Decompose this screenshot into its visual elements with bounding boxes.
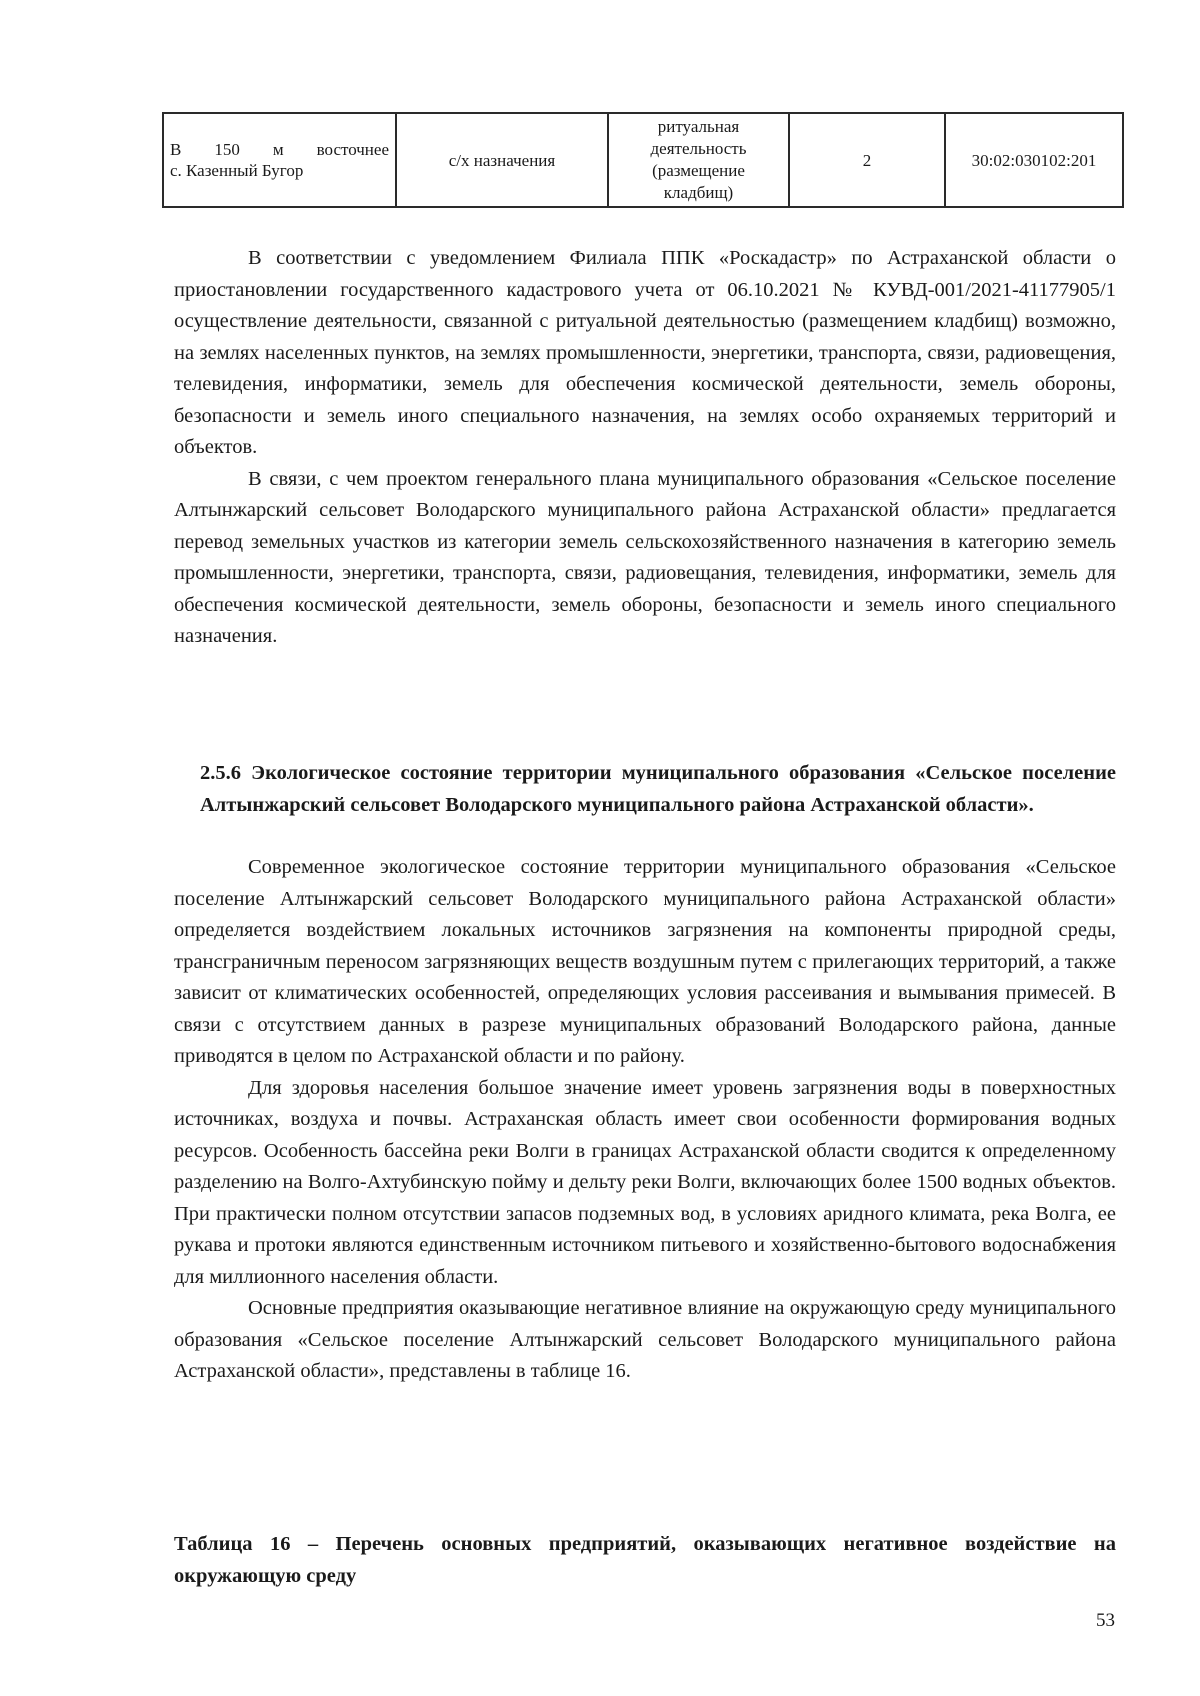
usage-line: кладбищ) xyxy=(663,183,734,202)
paragraph: В соответствии с уведомлением Филиала ППК «Роскадастр» по Астраханской области о приостановлении государственного кадастрового учета от 06.10.2021 № КУВД-001/2021-41177905/1 осуществление деятельности, связанной с ритуальной деятельностью (размещением кладбищ) возможно, на землях населенных пунктов, на землях промышленности, энергетики, транспорта, связи, радиовещения, телевидения, информатики, земель для обеспечения космической деятельности, земель обороны, безопасности и земель иного специального назначения, на землях особо охраняемых территорий и объектов. xyxy=(174,247,1116,458)
page-number: 53 xyxy=(1096,1610,1115,1631)
paragraph: Основные предприятия оказывающие негативное влияние на окружающую среду муниципального образования «Сельское поселение Алтынжарский сельсовет Володарского муниципального района Астраханской области», представлены в таблице 16. xyxy=(174,1297,1116,1382)
section-text-block xyxy=(174,852,1116,1388)
table-caption: Таблица 16 – Перечень основных предприятий, оказывающих негативное воздействие на окружающую среду xyxy=(174,1533,1116,1587)
land-plot-table xyxy=(162,112,1124,208)
cadastral-number-cell: 30:02:030102:201 xyxy=(945,113,1123,207)
location-line-1: В 150 м восточнее xyxy=(170,140,389,159)
paragraph: Для здоровья населения большое значение имеет уровень загрязнения воды в поверхностных источниках, воздуха и почвы. Астраханская область имеет свои особенности формирования водных ресурсов. Особенность бассейна реки Волги в границах Астраханской области сводится к определенному разделению на Волго-Ахтубинскую пойму и дельту реки Волги, включающих более 1500 водных объектов. При практически полном отсутствии запасов подземных вод, в условиях аридного климата, река Волга, ее рукава и протоки являются единственным источником питьевого и хозяйственно-бытового водоснабжения для миллионного населения области. xyxy=(174,1076,1116,1288)
usage-line: деятельность xyxy=(650,139,747,158)
paragraph: Современное экологическое состояние территории муниципального образования «Сельское поселение Алтынжарский сельсовет Володарского муниципального района Астраханской области» определяется воздействием локальных источников загрязнения на компоненты природной среды, трансграничным переносом загрязняющих веществ воздушным путем с прилегающих территорий, а также зависит от климатических особенностей, определяющих условия рассеивания и вымывания примесей. В связи с отсутствием данных в разрезе муниципальных образований Володарского района, данные приводятся в целом по Астраханской области и по району. xyxy=(174,856,1116,1067)
table-row xyxy=(163,113,1123,207)
intro-text-block xyxy=(174,243,1116,653)
usage-line: (размещение xyxy=(652,161,745,180)
usage-cell xyxy=(608,113,789,207)
category-cell: с/х назначения xyxy=(396,113,608,207)
paragraph: В связи, с чем проектом генерального плана муниципального образования «Сельское поселение Алтынжарский сельсовет Володарского муниципального района Астраханской области» предлагается перевод земельных участков из категории земель сельскохозяйственного назначения в категорию земель промышленности, энергетики, транспорта, связи, радиовещания, телевидения, информатики, земель для обеспечения космической деятельности, земель обороны, безопасности и земель иного специального назначения. xyxy=(174,467,1116,647)
location-cell xyxy=(163,113,396,207)
number-cell: 2 xyxy=(789,113,945,207)
usage-line: ритуальная xyxy=(657,117,740,136)
section-heading: 2.5.6 Экологическое состояние территории муниципального образования «Сельское поселение Алтынжарский сельсовет Володарского муниципального района Астраханской области». xyxy=(200,762,1116,816)
location-line-2: с. Казенный Бугор xyxy=(170,161,304,180)
